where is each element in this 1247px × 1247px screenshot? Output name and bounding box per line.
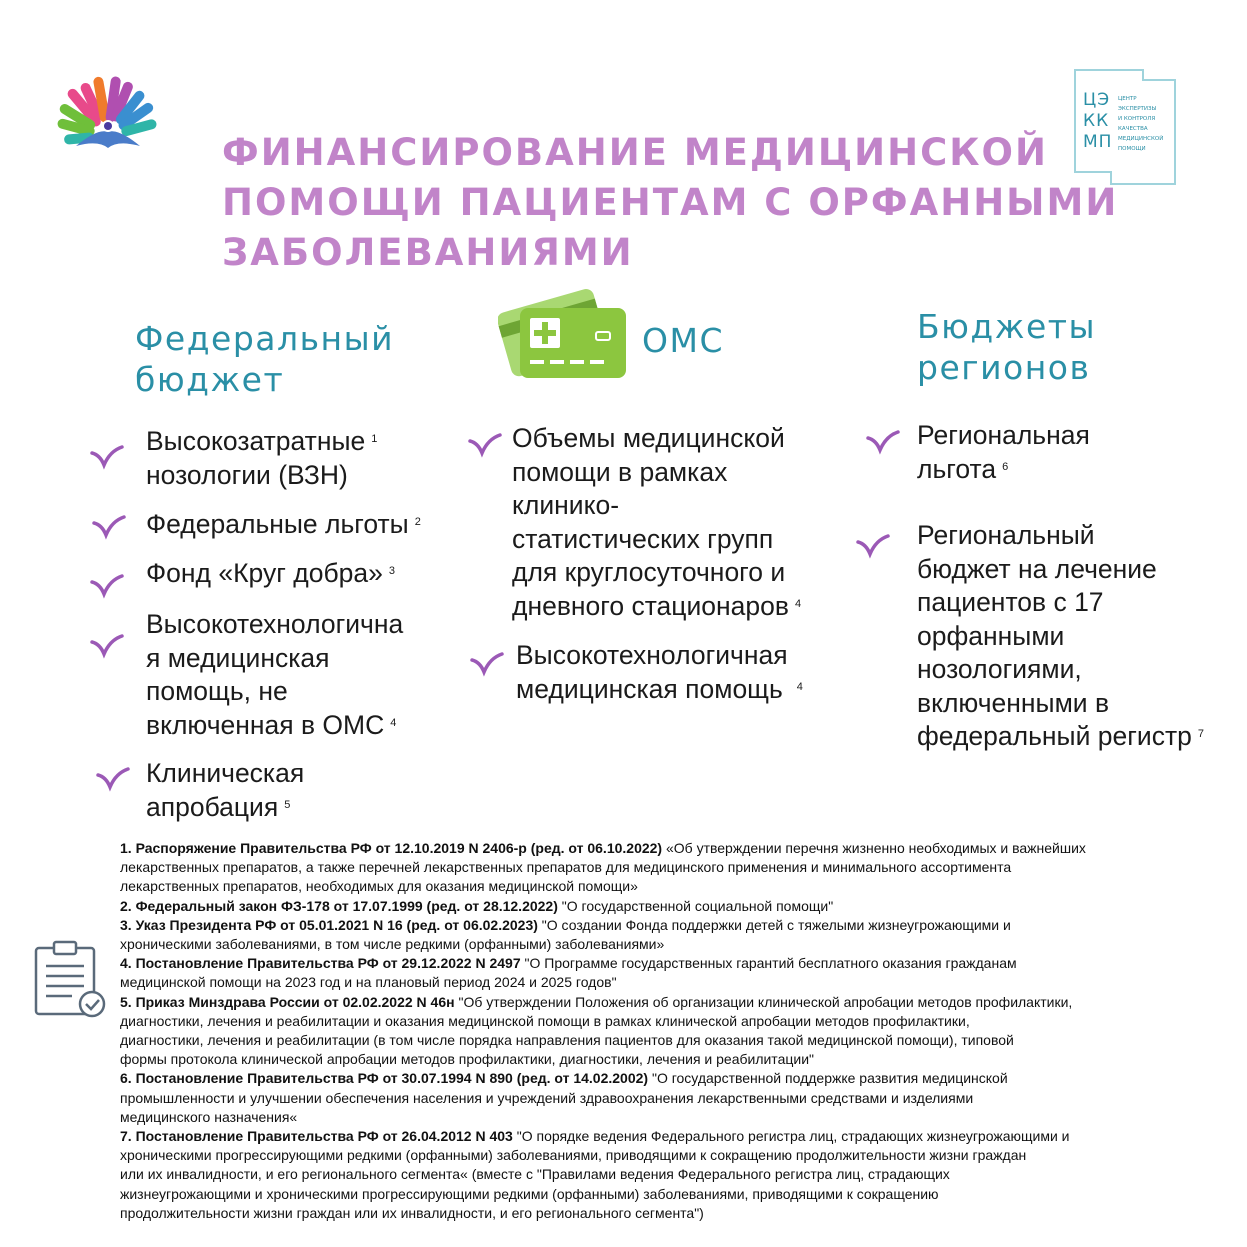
logo-text: И КОНТРОЛЯ [1118,116,1156,122]
logo-letters: МП [1083,132,1113,152]
list-item [516,639,803,706]
item-text: Объемы медицинской [512,423,785,453]
list-item [146,608,403,742]
item-text: Высокозатратные [146,426,366,456]
item-text: я медицинская [146,642,330,673]
item-text: медицинская помощь [516,673,783,704]
item-text: включенная в ОМС [146,709,385,740]
item-text: пациентов с 17 [917,587,1104,617]
note-text: «Об утверждении перечня жизненно необходимых и важнейших [665,840,1086,856]
item-text: бюджет на лечение [917,553,1157,584]
note-text: лекарственных препаратов, необходимых для оказания медицинской помощи» [120,878,638,895]
item-text: клинико- [512,490,620,520]
clipboard-check-icon [32,940,108,1020]
note-text: "О создании Фонда поддержки детей с тяжелыми жизнеугрожающими и [541,916,1011,933]
note-text: хроническими прогрессирующими редкими (орфанными) заболеваниями, приводящими к сокращению продолжительности жизни граждан [120,1147,1027,1164]
logo-text: ЦЕНТР [1118,96,1137,102]
footnote-ref: 6 [1002,460,1009,473]
check-icon [96,765,130,793]
note-text: диагностики, лечения и реабилитации и оказания медицинской помощи в рамках клинической апробации методов профилактики, [120,1012,970,1029]
check-icon [856,532,890,560]
list-item [917,519,1204,754]
list-item [146,557,395,591]
list-item [146,757,304,824]
heading-line: бюджет [135,360,285,399]
footnote-ref: 7 [1197,728,1204,740]
note-text: или их инвалидности, и его регионального сегмента« (вместе с "Правилами ведения Федерального регистра лиц, страдающих [120,1166,950,1183]
note-source: 6. Постановление Правительства РФ от 30.07.1994 N 890 (ред. от 14.02.2002) [120,1070,649,1087]
note-text: медицинского назначения« [120,1108,298,1125]
list-item [146,508,421,542]
cekkmp-logo [1073,68,1177,186]
list-item [917,419,1090,486]
logo-text: КАЧЕСТВА [1118,126,1148,132]
note-text: "О государственной поддержке развития медицинской [651,1070,1008,1087]
item-text: нозологиями, [917,654,1082,684]
check-icon [90,632,124,660]
check-icon [468,431,502,459]
logo-text: МЕДИЦИНСКОЙ [1118,136,1164,142]
note-source: 2. Федеральный закон ФЗ-178 от 17.07.1999 (ред. от 28.12.2022) [120,897,558,914]
heading-line: Федеральный [135,319,395,358]
logo-letters: ЦЭ [1083,90,1111,110]
note-text: промышленности и улучшении обеспечения населения и учреждений здравоохранения лекарственными средствами и изделиями [120,1089,974,1106]
footnote-ref: 1 [371,433,378,445]
item-text: помощь, не [146,676,288,706]
note-text: продолжительности жизни граждан или их инвалидности, и его регионального сегмента") [120,1204,704,1221]
footnote-ref: 2 [414,516,421,528]
list-item [146,425,377,492]
title-line: ЗАБОЛЕВАНИЯМИ [222,231,634,274]
item-text: помощи в рамках [512,456,728,487]
note-text: "О порядке ведения Федерального регистра лиц, страдающих жизнеугрожающими и [516,1128,1070,1145]
item-text: Высокотехнологичная [516,640,788,670]
title-line: ФИНАНСИРОВАНИЕ МЕДИЦИНСКОЙ [222,131,1048,174]
note-text: "Об утверждении Положения об организации клинической апробации методов профилактики, [458,993,1073,1010]
note-text: формы протокола клинической апробации методов профилактики, диагностики, лечения и реабилитации" [120,1051,814,1068]
heading-line: Бюджеты [917,307,1097,346]
note-text: диагностики, лечения и реабилитации (в том числе порядка направления пациентов для оказания такой медицинской помощи), типовой [120,1032,1014,1049]
credit-card-icon [498,280,630,382]
item-text: включенными в [917,687,1110,718]
check-icon [866,428,900,456]
oms-heading [642,320,724,361]
footnote-ref: 5 [284,798,291,811]
note-text: медицинской помощи на 2023 год и на плановый период 2024 и 2025 годов" [120,974,617,991]
note-text: "О Программе государственных гарантий бесплатного оказания гражданам [524,955,1017,972]
heading-line: регионов [917,348,1091,387]
note-text: "О государственной социальной помощи" [561,897,834,914]
note-source: 4. Постановление Правительства РФ от 29.12.2022 N 2497 [120,955,521,972]
logo-letters: КК [1083,111,1110,131]
footnotes [120,839,1220,1223]
check-icon [90,572,124,600]
item-text: апробация [146,791,279,822]
note-source: 1. Распоряжение Правительства РФ от 12.10.2019 N 2406-р (ред. от 06.10.2022) [120,840,663,856]
note-source: 7. Постановление Правительства РФ от 26.04.2012 N 403 [120,1128,513,1145]
note-text: жизнеугрожающими и хроническими прогрессирующими редкими (орфанными) заболеваниями, приводящими к сокращению [120,1185,939,1202]
check-icon [90,443,124,471]
logo-text: ЭКСПЕРТИЗЫ [1118,106,1157,112]
hands-logo [52,74,164,170]
note-text: лекарственных препаратов, а также перечней лекарственных препаратов для медицинского применения и минимального ассортимента [120,859,1012,876]
check-icon [92,513,126,541]
note-text: хроническими заболеваниями, в том числе редкими (орфанными) заболеваниями» [120,936,665,953]
item-text: орфанными [917,620,1065,651]
footnote-ref: 4 [794,597,802,610]
regional-heading [917,306,1096,388]
item-text: нозологии (ВЗН) [146,459,348,490]
list-item [512,422,801,623]
item-text: Региональный [917,520,1095,550]
item-text: льгота [917,453,997,484]
item-text: дневного стационаров [512,590,789,621]
item-text: Высокотехнологична [146,609,404,639]
check-icon [470,650,504,678]
logo-text: ПОМОЩИ [1118,146,1146,152]
note-source: 3. Указ Президента РФ от 05.01.2021 N 16 (ред. от 06.02.2023) [120,916,538,933]
item-text: Региональная [917,420,1090,450]
federal-heading [135,318,394,400]
heading-line: ОМС [642,321,724,360]
note-source: 5. Приказ Минздрава России от 02.02.2022 N 46н [120,993,455,1010]
footnote-ref: 4 [796,680,803,693]
footnote-ref: 4 [390,716,397,729]
item-text: Фонд «Круг добра» [146,558,383,588]
item-text: статистических групп [512,523,774,554]
item-text: Клиническая [146,758,305,788]
title-line: ПОМОЩИ ПАЦИЕНТАМ С ОРФАННЫМИ [222,181,1119,224]
item-text: Федеральные льготы [146,509,409,539]
item-text: для круглосуточного и [512,557,786,587]
footnote-ref: 3 [388,565,395,577]
item-text: федеральный регистр [917,721,1192,751]
